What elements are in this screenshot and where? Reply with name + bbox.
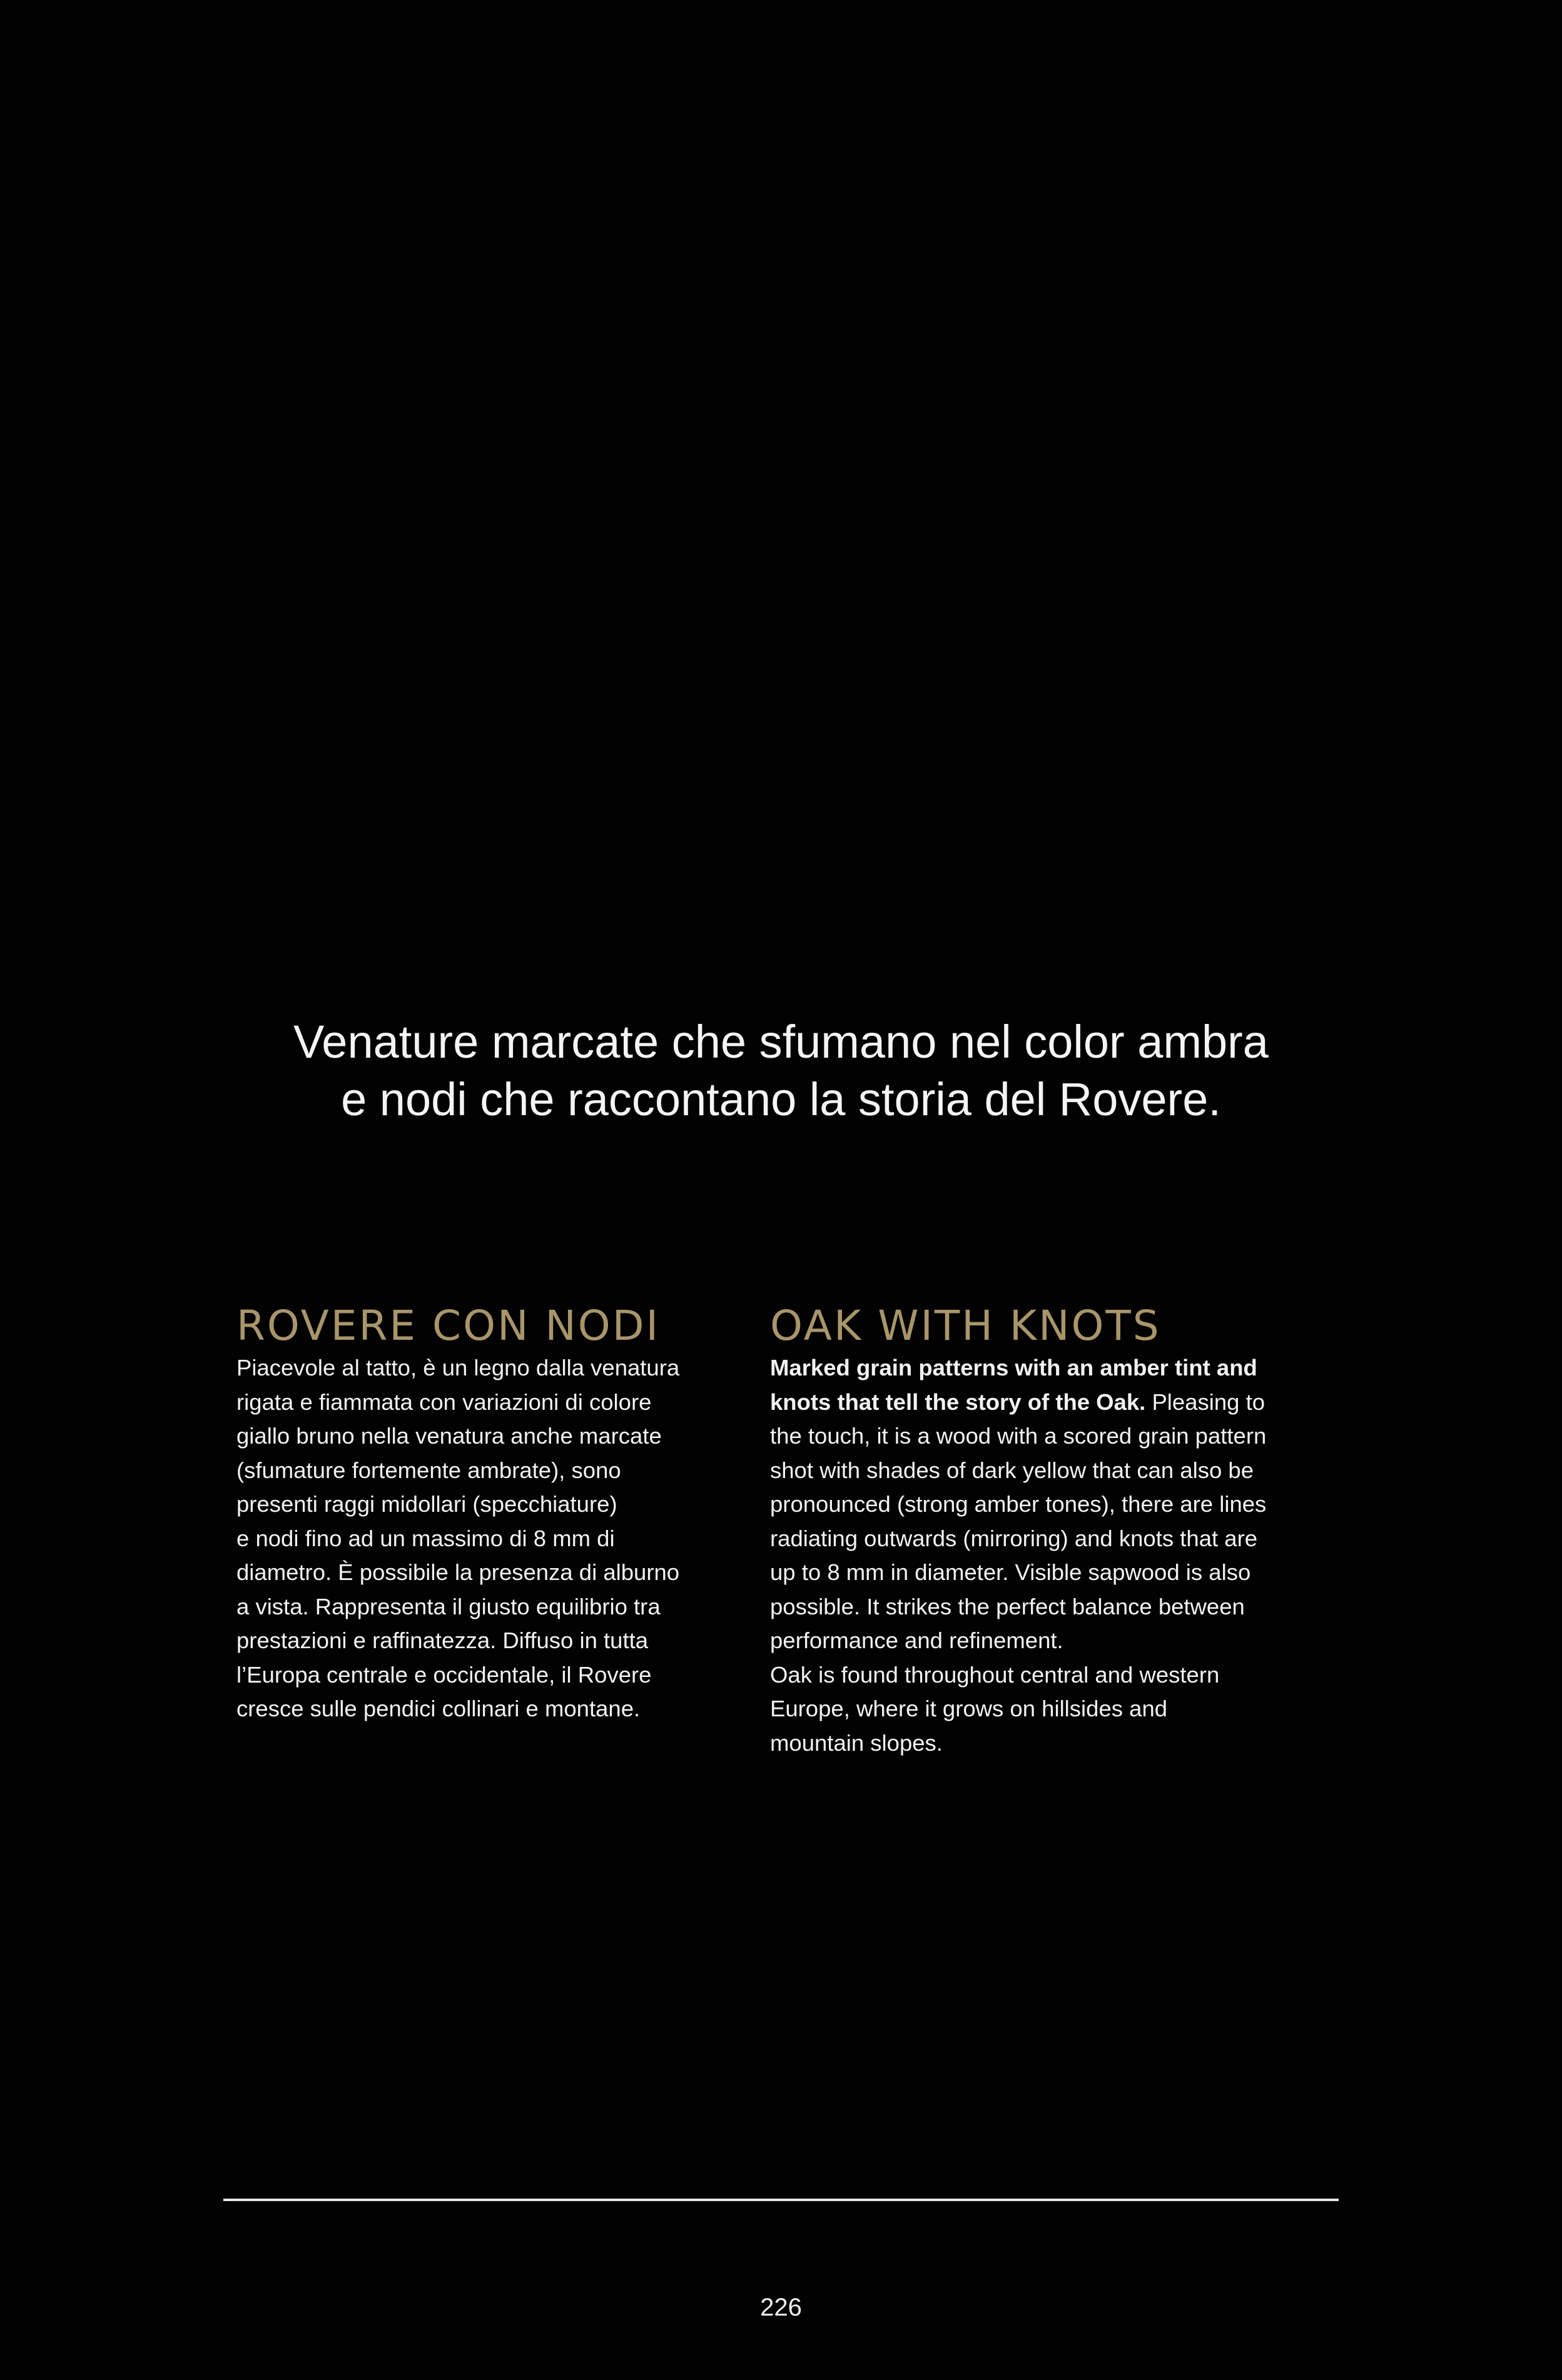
italian-line: prestazioni e raffinatezza. Diffuso in tutta — [236, 1628, 649, 1653]
italian-line: presenti raggi midollari (specchiature) — [236, 1491, 617, 1517]
english-line: Oak is found throughout central and western — [770, 1661, 1220, 1688]
tagline — [0, 1013, 1562, 1128]
english-line-rest: Pleasing to — [1145, 1389, 1265, 1415]
footer-divider — [223, 2199, 1339, 2201]
italian-line: a vista. Rappresenta il giusto equilibrio tra — [236, 1593, 661, 1619]
english-column — [770, 1301, 1289, 1760]
italian-line: diametro. È possibile la presenza di alburno — [236, 1559, 680, 1585]
tagline-line-2: e nodi che raccontano la storia del Rovere. — [341, 1073, 1221, 1125]
english-line: shot with shades of dark yellow that can also be — [770, 1457, 1254, 1483]
english-line — [770, 1351, 1289, 1385]
italian-line: Piacevole al tatto, è un legno dalla venatura — [236, 1355, 680, 1380]
italian-line: e nodi fino ad un massimo di 8 mm di — [236, 1525, 615, 1551]
english-lead-bold: Marked grain patterns with an amber tint and — [770, 1355, 1257, 1380]
italian-line: l’Europa centrale e occidentale, il Rovere — [236, 1661, 652, 1688]
english-line: possible. It strikes the perfect balance between — [770, 1593, 1245, 1619]
english-lead-bold: knots that tell the story of the Oak. — [770, 1389, 1146, 1415]
english-line — [770, 1385, 1289, 1420]
italian-body — [236, 1351, 712, 1726]
english-line: mountain slopes. — [770, 1729, 943, 1756]
italian-column — [236, 1301, 712, 1726]
english-line: performance and refinement. — [770, 1628, 1063, 1653]
italian-heading: ROVERE CON NODI — [236, 1302, 661, 1350]
english-line: Europe, where it grows on hillsides and — [770, 1696, 1168, 1721]
english-body — [770, 1351, 1289, 1760]
italian-line: giallo bruno nella venatura anche marcate — [236, 1423, 662, 1449]
english-line: pronounced (strong amber tones), there are lines — [770, 1491, 1267, 1517]
italian-line: rigata e fiammata con variazioni di colore — [236, 1389, 652, 1415]
english-line: radiating outwards (mirroring) and knots that are — [770, 1525, 1258, 1551]
tagline-line-1: Venature marcate che sfumano nel color ambra — [293, 1016, 1269, 1068]
english-line: up to 8 mm in diameter. Visible sapwood is also — [770, 1559, 1251, 1585]
english-line: the touch, it is a wood with a scored grain pattern — [770, 1423, 1267, 1449]
page-number: 226 — [760, 2294, 802, 2321]
english-heading: OAK WITH KNOTS — [770, 1302, 1161, 1350]
italian-line: cresce sulle pendici collinari e montane. — [236, 1696, 641, 1721]
italian-line: (sfumature fortemente ambrate), sono — [236, 1457, 621, 1483]
